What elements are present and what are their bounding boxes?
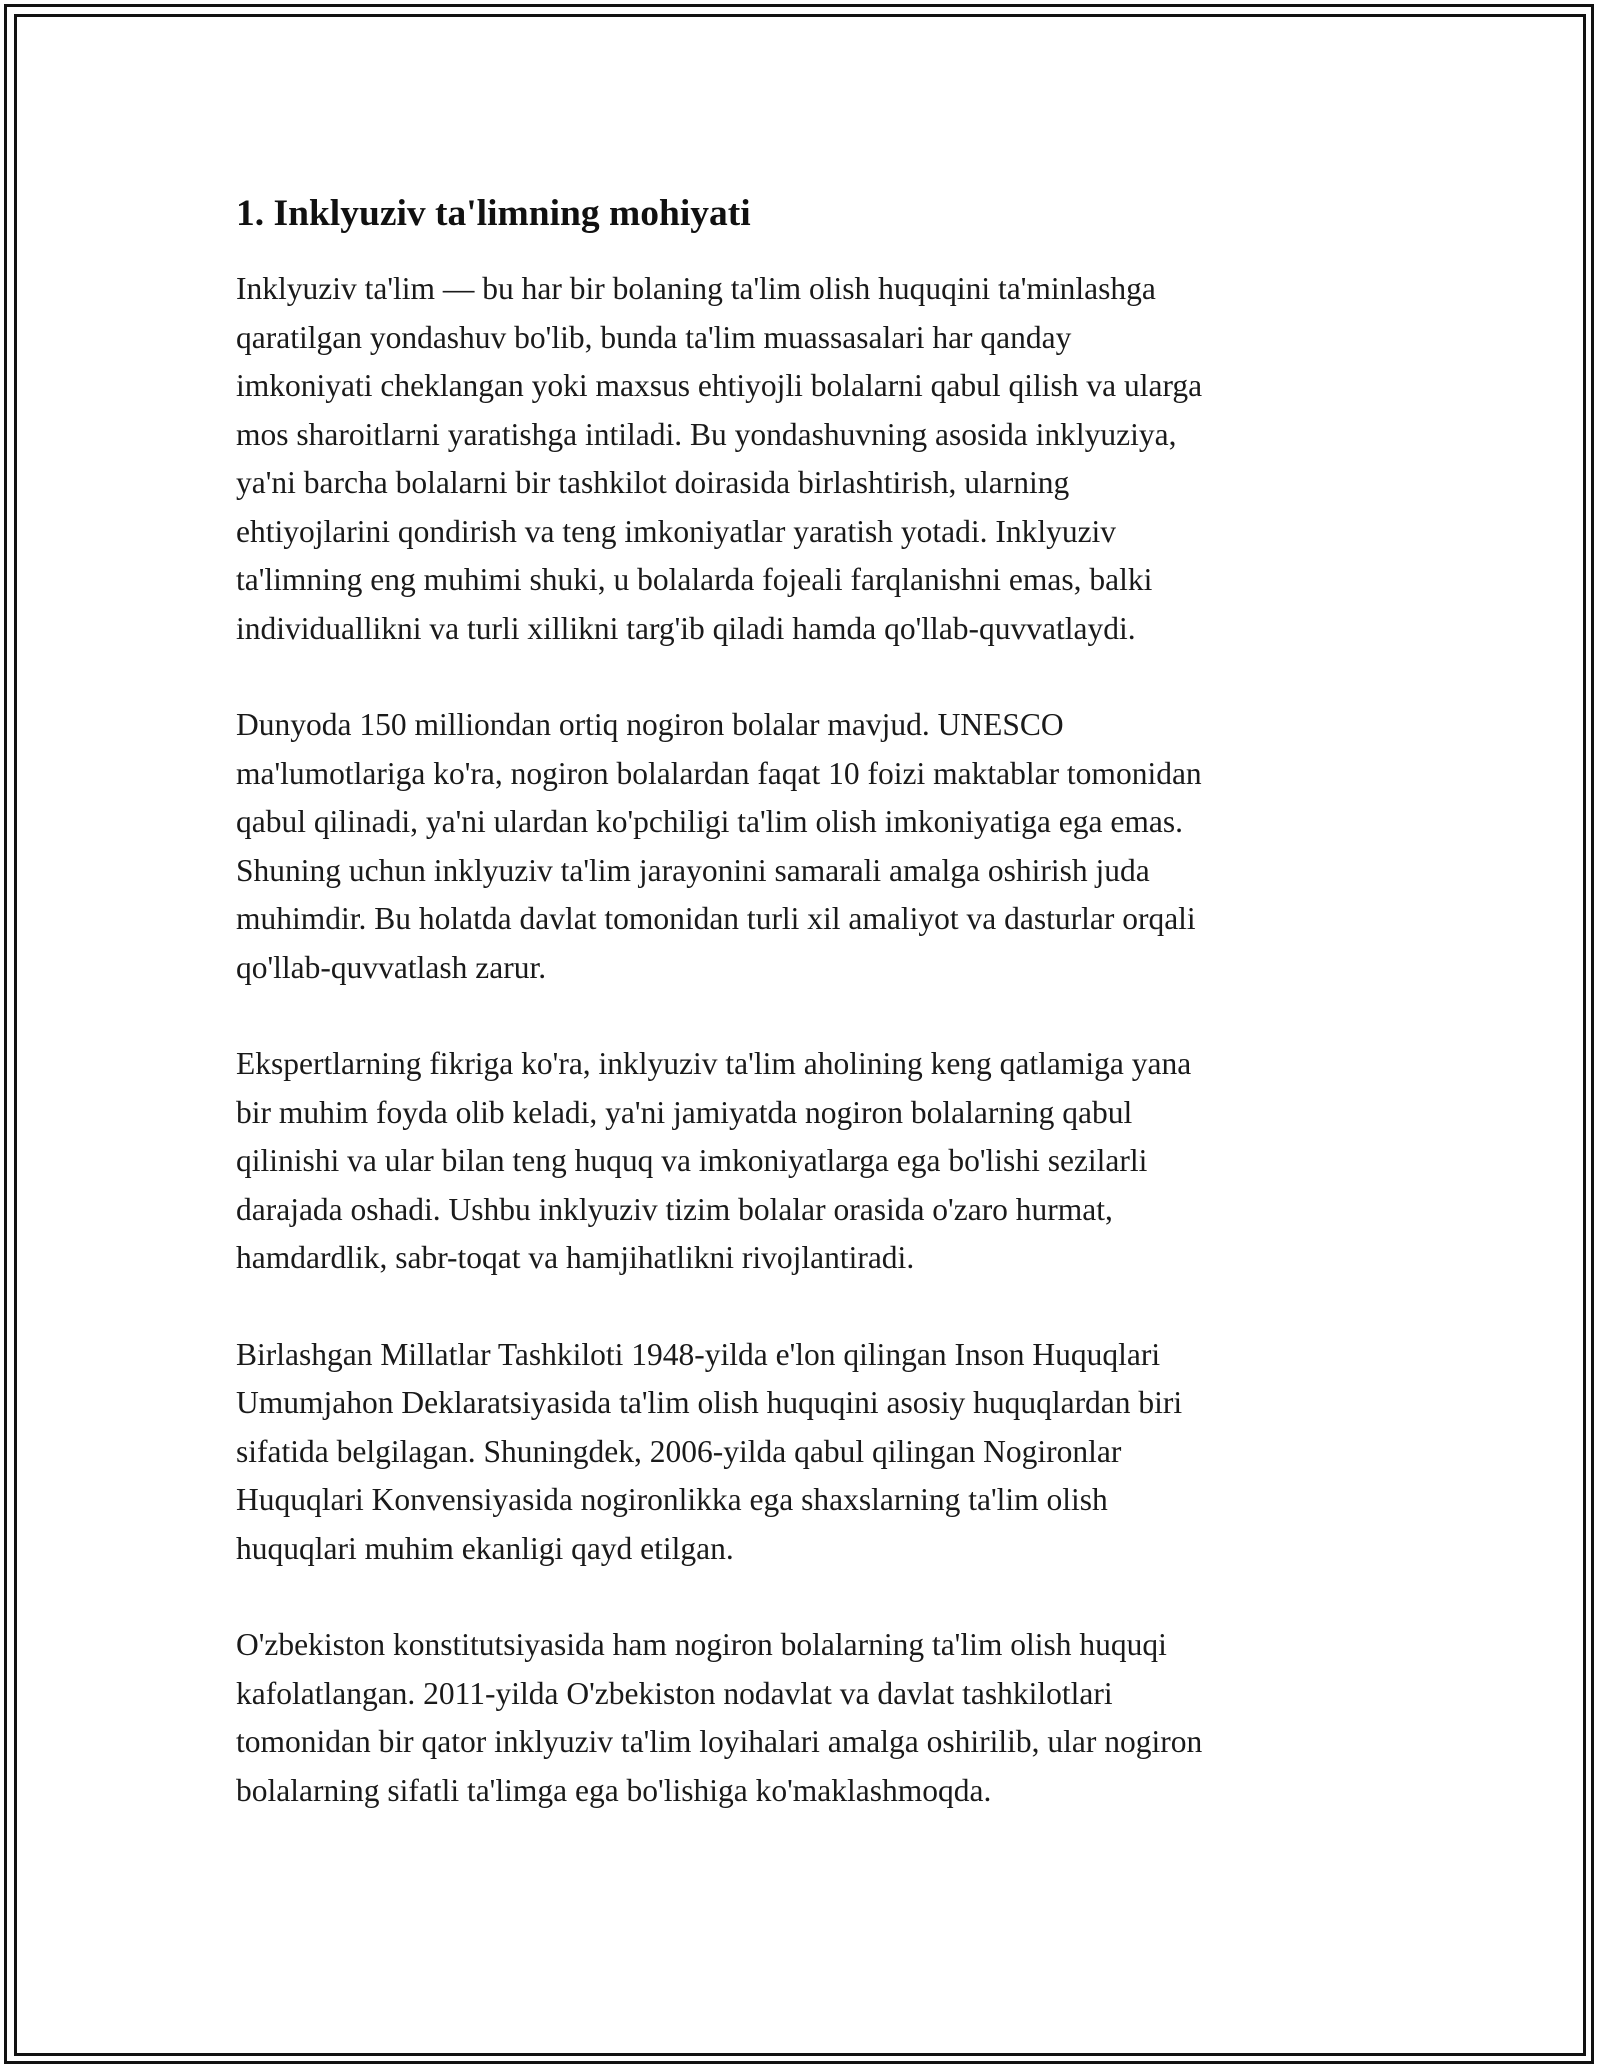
text-line: qilinishi va ular bilan teng huquq va imkoniyatlarga ega bo'lishi sezilarli — [236, 1143, 1148, 1178]
text-line: hamdardlik, sabr-toqat va hamjihatlikni rivojlantiradi. — [236, 1240, 915, 1275]
text-line: Inklyuziv ta'lim — bu har bir bolaning ta'lim olish huquqini ta'minlashga — [236, 271, 1156, 306]
text-line: qo'llab-quvvatlash zarur. — [236, 949, 547, 985]
paragraph-1 — [236, 265, 1376, 653]
text-line: mos sharoitlarni yaratishga intiladi. Bu yondashuvning asosida inklyuziya, — [236, 416, 1177, 452]
paragraph-3 — [236, 1040, 1376, 1283]
text-line: qabul qilinadi, ya'ni ulardan ko'pchiligi ta'lim olish imkoniyatiga ega emas. — [236, 804, 1183, 839]
text-line: ya'ni barcha bolalarni bir tashkilot doirasida birlashtirish, ularning — [236, 465, 1070, 500]
text-line: Umumjahon Deklaratsiyasida ta'lim olish huquqini asosiy huquqlardan biri — [236, 1385, 1183, 1420]
text-line: Birlashgan Millatlar Tashkiloti 1948-yilda e'lon qilingan Inson Huquqlari — [236, 1336, 1161, 1372]
text-line: huquqlari muhim ekanligi qayd etilgan. — [236, 1530, 734, 1566]
text-line: sifatida belgilagan. Shuningdek, 2006-yilda qabul qilingan Nogironlar — [236, 1433, 1122, 1469]
text-line: kafolatlangan. 2011-yilda O'zbekiston nodavlat va davlat tashkilotlari — [236, 1675, 1113, 1711]
document-body — [236, 188, 1376, 1863]
text-line: individuallikni va turli xillikni targ'ib qiladi hamda qo'llab-quvvatlaydi. — [236, 610, 1136, 646]
text-line: imkoniyati cheklangan yoki maxsus ehtiyojli bolalarni qabul qilish va ularga — [236, 368, 1203, 403]
text-line: bir muhim foyda olib keladi, ya'ni jamiyatda nogiron bolalarning qabul — [236, 1094, 1133, 1130]
text-line: Huquqlari Konvensiyasida nogironlikka ega shaxslarning ta'lim olish — [236, 1482, 1108, 1517]
paragraph-2 — [236, 701, 1376, 992]
text-line: qaratilgan yondashuv bo'lib, bunda ta'lim muassasalari har qanday — [236, 319, 1072, 355]
text-line: Dunyoda 150 milliondan ortiq nogiron bolalar mavjud. UNESCO — [236, 707, 1064, 742]
text-line: Ekspertlarning fikriga ko'ra, inklyuziv ta'lim aholining keng qatlamiga yana — [236, 1046, 1192, 1081]
text-line: O'zbekiston konstitutsiyasida ham nogiron bolalarning ta'lim olish huquqi — [236, 1627, 1167, 1662]
paragraph-5 — [236, 1621, 1376, 1815]
text-line: muhimdir. Bu holatda davlat tomonidan turli xil amaliyot va dasturlar orqali — [236, 901, 1196, 936]
section-heading: 1. Inklyuziv ta'limning mohiyati — [236, 193, 751, 234]
text-line: darajada oshadi. Ushbu inklyuziv tizim bolalar orasida o'zaro hurmat, — [236, 1191, 1113, 1227]
text-line: ta'limning eng muhimi shuki, u bolalarda fojeali farqlanishni emas, balki — [236, 562, 1153, 597]
text-line: Shuning uchun inklyuziv ta'lim jarayonini samarali amalga oshirish juda — [236, 852, 1150, 888]
text-line: ehtiyojlarini qondirish va teng imkoniyatlar yaratish yotadi. Inklyuziv — [236, 513, 1117, 549]
text-line: ma'lumotlariga ko'ra, nogiron bolalardan faqat 10 foizi maktablar tomonidan — [236, 755, 1202, 791]
paragraph-4 — [236, 1331, 1376, 1574]
text-line: bolalarning sifatli ta'limga ega bo'lishiga ko'maklashmoqda. — [236, 1772, 992, 1808]
text-line: tomonidan bir qator inklyuziv ta'lim loyihalari amalga oshirilib, ular nogiron — [236, 1724, 1203, 1759]
